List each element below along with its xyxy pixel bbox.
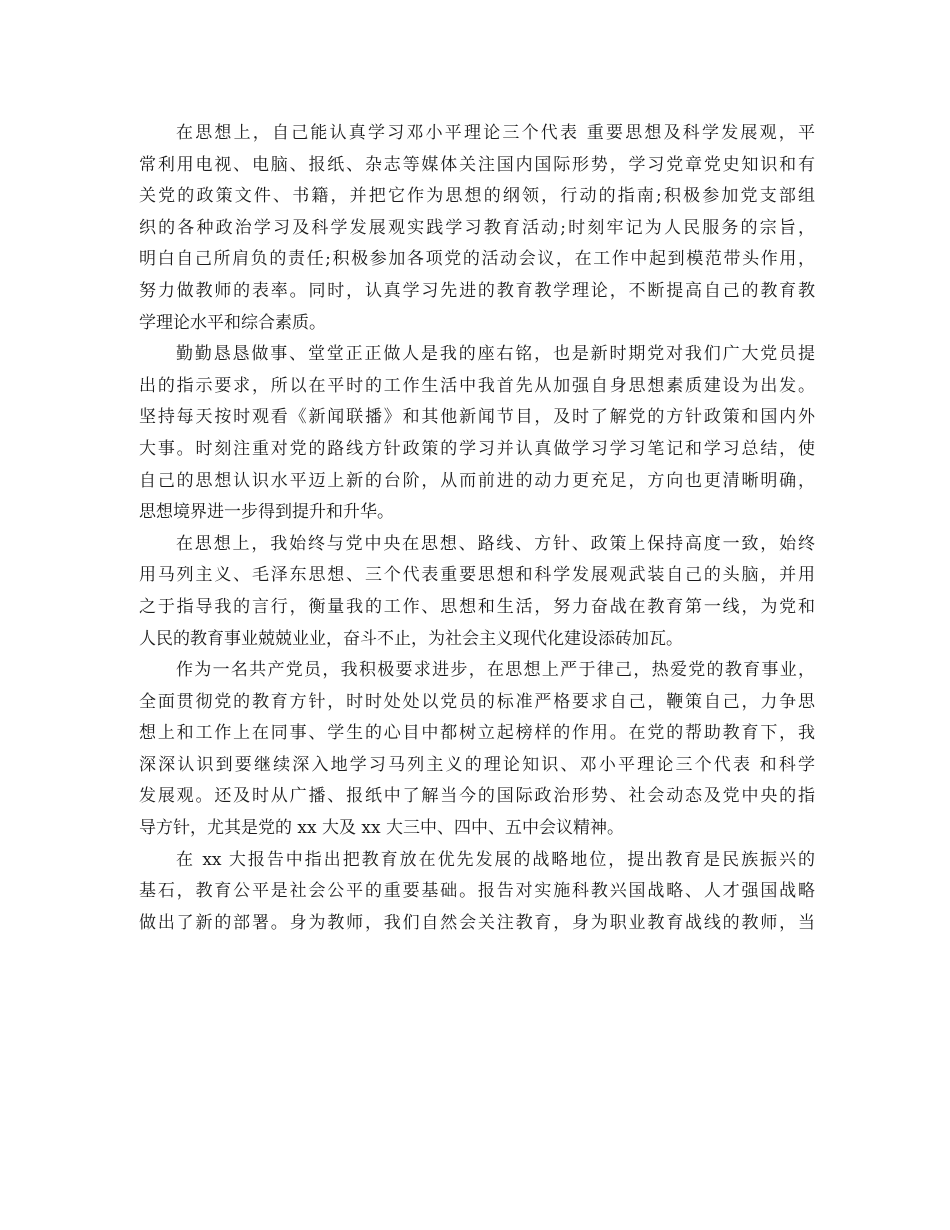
text-line: 出的指示要求，所以在平时的工作生活中我首先从加强自身思想素质建设为出发。 — [139, 375, 815, 396]
text-line: 深深认识到要继续深入地学习马列主义的理论知识、邓小平理论三个代表 和科学 — [139, 754, 815, 775]
text-line: 全面贯彻党的教育方针，时时处处以党员的标准严格要求自己，鞭策自己，力争思 — [139, 691, 815, 712]
text-line: 发展观。还及时从广播、报纸中了解当今的国际政治形势、社会动态及党中央的指 — [139, 786, 815, 807]
document-body — [139, 118, 815, 939]
text-line: 做出了新的部署。身为教师，我们自然会关注教育，身为职业教育战线的教师，当 — [139, 912, 815, 933]
text-line: 基石，教育公平是社会公平的重要基础。报告对实施科教兴国战略、人才强国战略 — [139, 881, 815, 902]
text-line: 常利用电视、电脑、报纸、杂志等媒体关注国内国际形势，学习党章党史知识和有 — [139, 154, 815, 175]
text-line: 关党的政策文件、书籍，并把它作为思想的纲领，行动的指南;积极参加党支部组 — [139, 186, 815, 207]
text-line: 坚持每天按时观看《新闻联播》和其他新闻节目，及时了解党的方针政策和国内外 — [139, 407, 815, 428]
paragraph-5 — [139, 845, 815, 940]
text-line: 大事。时刻注重对党的路线方针政策的学习并认真做学习学习笔记和学习总结，使 — [139, 438, 815, 459]
text-line: 自己的思想认识水平迈上新的台阶，从而前进的动力更充足，方向也更清晰明确， — [139, 470, 815, 491]
text-line: 明白自己所肩负的责任;积极参加各项党的活动会议，在工作中起到模范带头作用， — [139, 249, 815, 270]
text-line: 努力做教师的表率。同时，认真学习先进的教育教学理论，不断提高自己的教育教 — [139, 280, 815, 301]
text-line: 人民的教育事业兢兢业业，奋斗不止，为社会主义现代化建设添砖加瓦。 — [139, 628, 683, 649]
text-line: 在思想上，自己能认真学习邓小平理论三个代表 重要思想及科学发展观，平 — [176, 123, 815, 143]
text-line: 用马列主义、毛泽东思想、三个代表重要思想和科学发展观武装自己的头脑，并用 — [139, 565, 815, 586]
text-line: 思想境界进一步得到提升和升华。 — [139, 502, 394, 523]
text-line: 之于指导我的言行，衡量我的工作、思想和生活，努力奋战在教育第一线，为党和 — [139, 596, 815, 617]
text-line: 在思想上，我始终与党中央在思想、路线、方针、政策上保持高度一致，始终 — [176, 533, 815, 554]
text-line: 作为一名共产党员，我积极要求进步，在思想上严于律己，热爱党的教育事业， — [176, 660, 815, 681]
text-line: 导方针，尤其是党的 xx 大及 xx 大三中、四中、五中会议精神。 — [139, 818, 624, 839]
paragraph-3 — [139, 529, 815, 655]
paragraph-1 — [139, 118, 815, 339]
paragraph-2 — [139, 339, 815, 529]
paragraph-4 — [139, 655, 815, 845]
text-line: 织的各种政治学习及科学发展观实践学习教育活动;时刻牢记为人民服务的宗旨， — [139, 217, 815, 238]
text-line: 勤勤恳恳做事、堂堂正正做人是我的座右铭，也是新时期党对我们广大党员提 — [176, 344, 815, 365]
text-line: 想上和工作上在同事、学生的心目中都树立起榜样的作用。在党的帮助教育下，我 — [139, 723, 815, 744]
text-line: 学理论水平和综合素质。 — [139, 312, 326, 333]
text-line: 在 xx 大报告中指出把教育放在优先发展的战略地位，提出教育是民族振兴的 — [176, 849, 815, 870]
